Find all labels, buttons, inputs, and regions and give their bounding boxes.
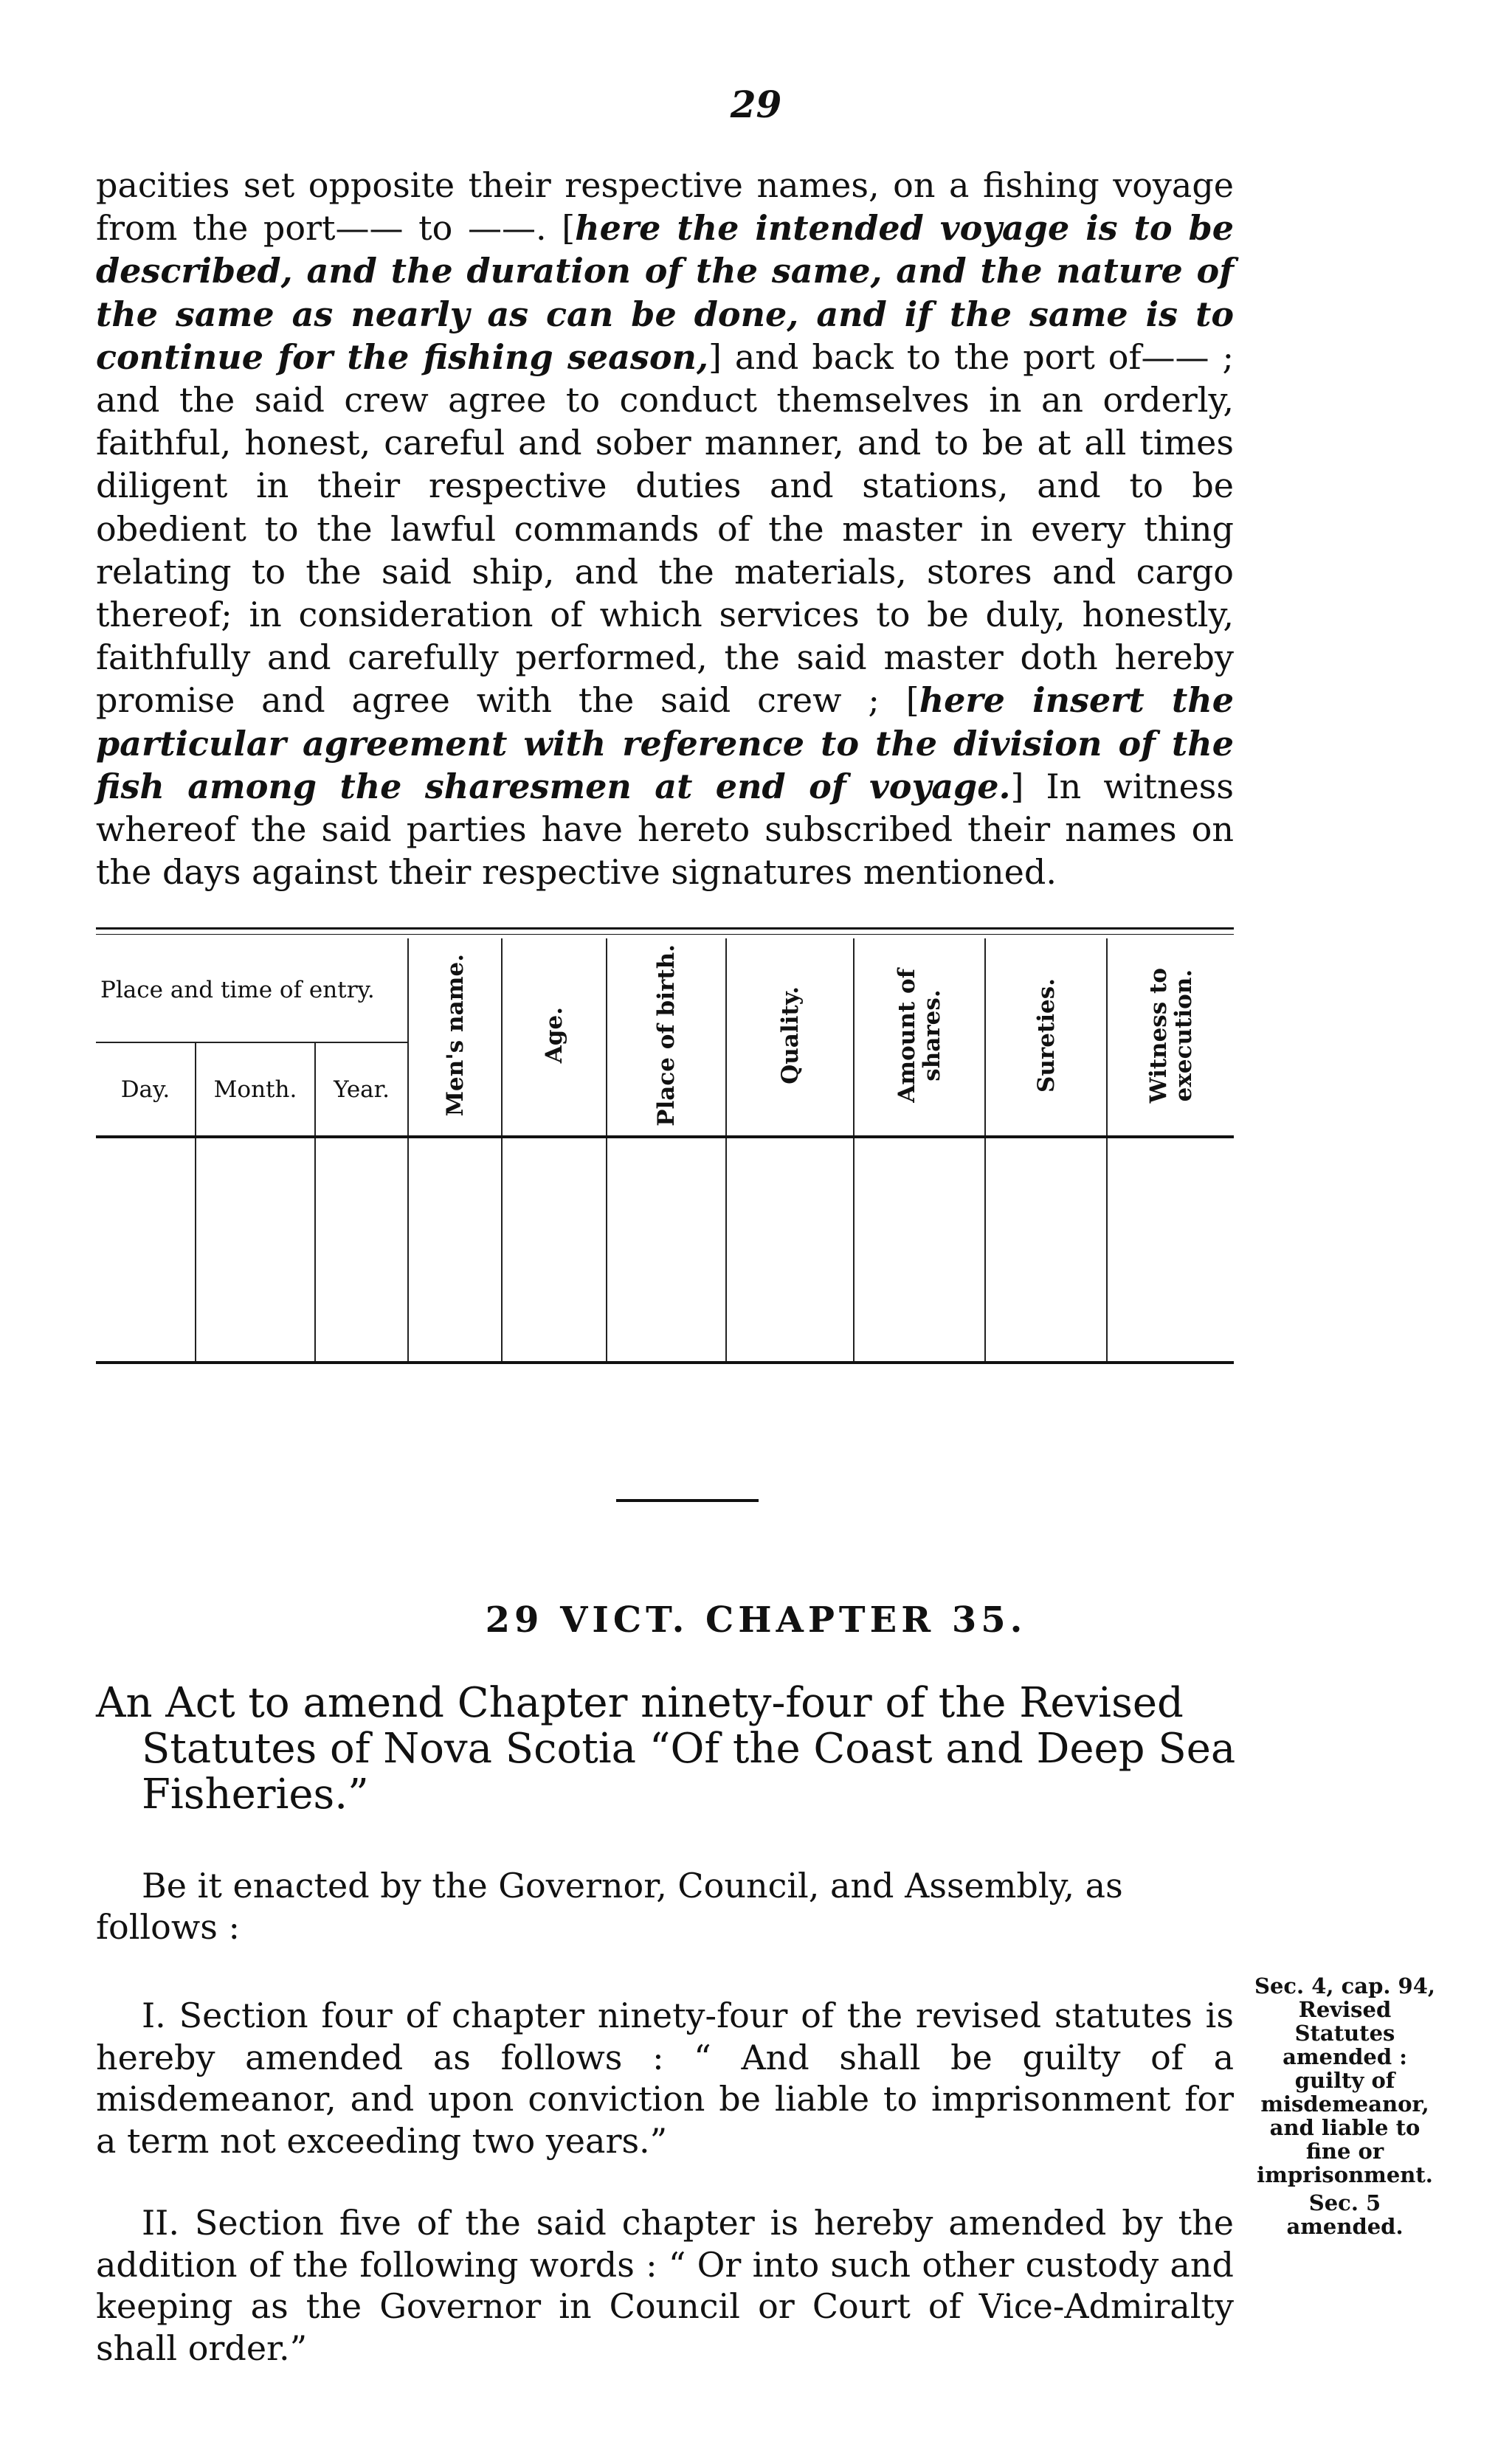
paragraph-italic-instruction: here insert the particular agreement with reference to the division of the fish among the sharesmen at end of voyage. bbox=[96, 680, 1234, 806]
table-cell bbox=[315, 1137, 408, 1363]
year-header: Year. bbox=[315, 1042, 408, 1137]
section-one: I. Section four of chapter ninety-four of the revised statutes is hereby amended as follows : “ And shall be guilty of a misdemeanor, and upon conviction be liable to imprisonment for a term not exceeding two years.” bbox=[96, 1996, 1234, 2161]
table-cell bbox=[408, 1137, 502, 1363]
age-header: Age. bbox=[502, 938, 607, 1137]
table-cell bbox=[854, 1137, 985, 1363]
table-cell bbox=[96, 1137, 196, 1363]
paragraph-text: pacities set opposite their respective names, on a fishing voyage from the port—— to ——. [ bbox=[96, 165, 1234, 249]
table-cell bbox=[196, 1137, 315, 1363]
crew-entry-table bbox=[96, 938, 1234, 1364]
amount-of-shares-header: Amount of shares. bbox=[854, 938, 985, 1137]
margin-note-section-4: Sec. 4, cap. 94, Revised Statutes amended : guilty of misdemeanor, and liable to fine or imprisonment. bbox=[1254, 1973, 1435, 2187]
table-cell bbox=[502, 1137, 607, 1363]
witness-header: Witness to execution. bbox=[1107, 938, 1234, 1137]
day-header: Day. bbox=[96, 1042, 196, 1137]
table-cell bbox=[985, 1137, 1107, 1363]
enacting-clause: Be it enacted by the Governor, Council, and Assembly, as follows : bbox=[96, 1866, 1123, 1947]
place-of-birth-header: Place of birth. bbox=[607, 938, 726, 1137]
section-divider bbox=[616, 1499, 759, 1502]
table-cell bbox=[607, 1137, 726, 1363]
place-time-header: Place and time of entry. bbox=[100, 977, 375, 1003]
paragraph-text: ] In witness whereof the said parties have hereto subscribed their names on the days against their respective signatures mentioned. bbox=[96, 766, 1235, 893]
mens-name-header: Men's name. bbox=[408, 938, 502, 1137]
act-title: An Act to amend Chapter ninety-four of the Revised Statutes of Nova Scotia “Of the Coast and Deep Sea Fisheries.” bbox=[96, 1679, 1236, 1818]
section-two: II. Section five of the said chapter is hereby amended by the addition of the following words : “ Or into such other custody and keeping as the Governor in Council or Court of Vice-Admiralty shall order.” bbox=[96, 2203, 1234, 2368]
table-row bbox=[96, 1137, 1234, 1363]
paragraph-italic-instruction: here the intended voyage is to be described, and the duration of the same, and the nature of the same as nearly as can be done, and if the same is to continue for the fishing season, bbox=[96, 208, 1235, 377]
table-cell bbox=[726, 1137, 854, 1363]
page-number: 29 bbox=[730, 83, 782, 126]
month-header: Month. bbox=[196, 1042, 315, 1137]
agreement-paragraph bbox=[96, 164, 1234, 893]
sureties-header: Sureties. bbox=[985, 938, 1107, 1137]
quality-header: Quality. bbox=[726, 938, 854, 1137]
paragraph-text: ] and back to the port of—— ; and the said crew agree to conduct themselves in an orderly, faithful, honest, careful and sober manner, and to be at all times diligent in their respective duties and stations, and to be obedient to the lawful commands of the master in every thing relating to the said ship, and the materials, stores and cargo thereof; in consideration of which services to be duly, honestly, faithfully and carefully performed, the said master doth hereby promise and agree with the said crew ; [ bbox=[96, 336, 1234, 721]
table-cell bbox=[1107, 1137, 1234, 1363]
table-top-rule bbox=[96, 927, 1234, 935]
margin-note-section-5: Sec. 5 amended. bbox=[1286, 2190, 1404, 2239]
chapter-heading: 29 VICT. CHAPTER 35. bbox=[485, 1599, 1027, 1641]
